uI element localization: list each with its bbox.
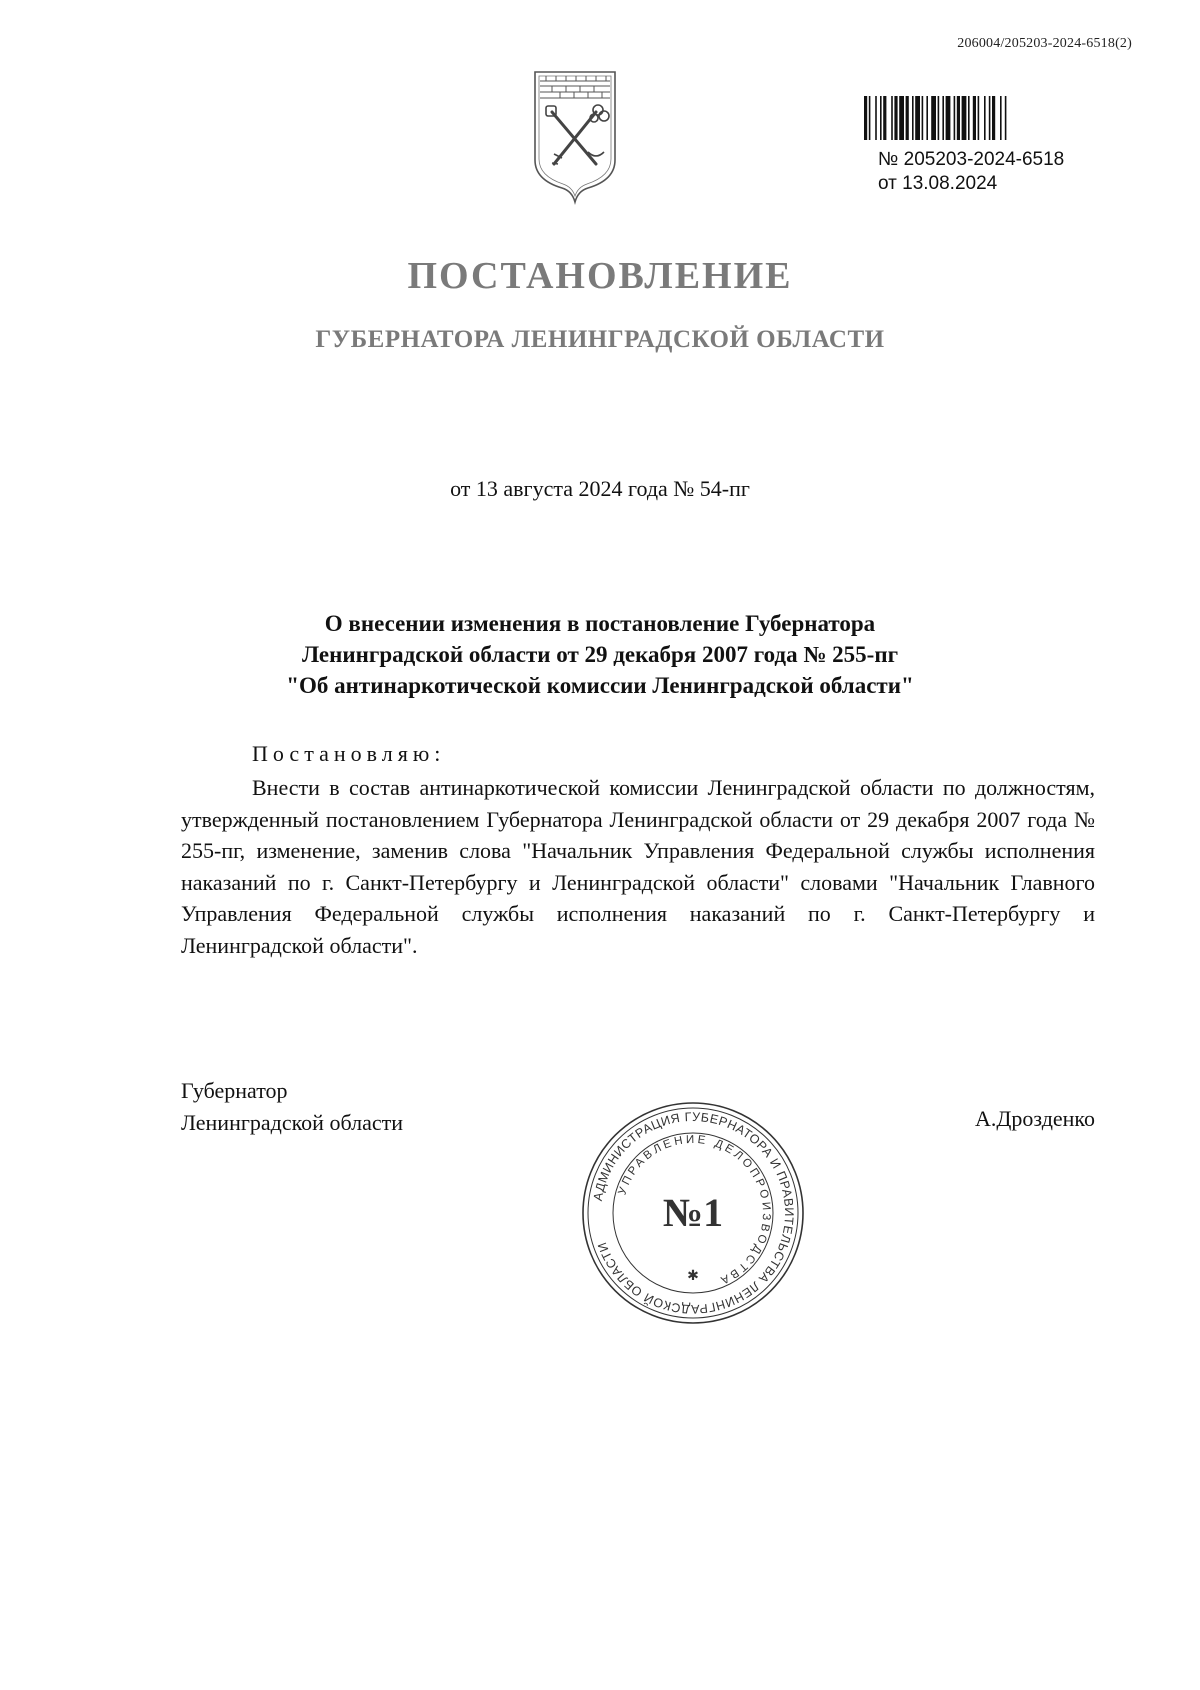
barcode-bar xyxy=(906,96,909,140)
signatory-name: А.Дрозденко xyxy=(975,1106,1095,1131)
stamp-outer-text: АДМИНИСТРАЦИЯ ГУБЕРНАТОРА И ПРАВИТЕЛЬСТВА ЛЕНИНГРАДСКОЙ ОБЛАСТИ xyxy=(590,1109,797,1317)
barcode-bar xyxy=(962,96,967,140)
coat-of-arms-emblem xyxy=(532,68,618,208)
registration-number: № 205203-2024-6518 xyxy=(878,149,1065,170)
signatory-title xyxy=(181,1075,403,1138)
barcode xyxy=(862,96,1120,140)
barcode-bar xyxy=(978,96,980,140)
barcode-bar xyxy=(869,96,871,140)
barcode-bar xyxy=(880,96,882,140)
barcode-bar xyxy=(938,96,940,140)
barcode-bar xyxy=(915,96,920,140)
barcode-bar xyxy=(946,96,951,140)
signatory-title-line-2: Ленинградской области xyxy=(181,1109,403,1135)
heading-line-3: "Об антинаркотической комиссии Ленинградской области" xyxy=(286,673,914,698)
document-id: 206004/205203-2024-6518(2) xyxy=(957,36,1132,51)
signatory-title-line-1: Губернатор xyxy=(181,1078,288,1103)
official-stamp xyxy=(580,1100,806,1326)
barcode-bar xyxy=(899,96,904,140)
heading-line-1: О внесении изменения в постановление Губернатора xyxy=(324,611,876,636)
barcode-bar xyxy=(891,96,893,140)
document-date-line: от 13 августа 2024 года № 54-пг xyxy=(450,476,750,501)
stamp-center-number: №1 xyxy=(662,1190,724,1235)
barcode-bar xyxy=(957,96,960,140)
barcode-bar xyxy=(992,96,995,140)
heading-line-2: Ленинградской области от 29 декабря 2007 года № 255-пг xyxy=(301,642,899,667)
barcode-bar xyxy=(894,96,897,140)
registration-date: от 13.08.2024 xyxy=(878,173,998,194)
registration-block xyxy=(878,148,1064,196)
barcode-bar xyxy=(931,96,936,140)
document-type-title: ПОСТАНОВЛЕНИЕ xyxy=(407,255,793,297)
stamp-inner-text: УПРАВЛЕНИЕ ДЕЛОПРОИЗВОДСТВА xyxy=(616,1133,773,1288)
barcode-bar xyxy=(922,96,924,140)
barcode-bar xyxy=(989,96,991,140)
barcode-bar xyxy=(1000,96,1002,140)
barcode-bar xyxy=(1005,96,1007,140)
resolve-word: Постановляю: xyxy=(252,741,446,766)
barcode-bar xyxy=(954,96,956,140)
document-heading xyxy=(0,608,1200,701)
barcode-bar xyxy=(984,96,986,140)
barcode-bar xyxy=(883,96,886,140)
barcode-bar xyxy=(912,96,914,140)
barcode-bar xyxy=(942,96,944,140)
barcode-bar xyxy=(926,96,928,140)
barcode-bar xyxy=(875,96,877,140)
document-issuer-title: ГУБЕРНАТОРА ЛЕНИНГРАДСКОЙ ОБЛАСТИ xyxy=(315,326,885,353)
barcode-bar xyxy=(864,96,867,140)
barcode-bar xyxy=(973,96,976,140)
barcode-bar xyxy=(968,96,970,140)
body-paragraph: Внести в состав антинаркотической комиссии Ленинградской области по должностям, утвержденный постановлением Губернатора Ленинградской области от 29 декабря 2007 года № 255-пг, изменение, заменив слова "Начальник Управления Федеральной службы исполнения наказаний по г. Санкт-Петербургу и Ленинградской области" словами "Начальник Главного Управления Федеральной службы исполнения наказаний по г. Санкт-Петербургу и Ленинградской области". xyxy=(181,775,1095,958)
stamp-star-icon: ✱ xyxy=(687,1267,699,1283)
